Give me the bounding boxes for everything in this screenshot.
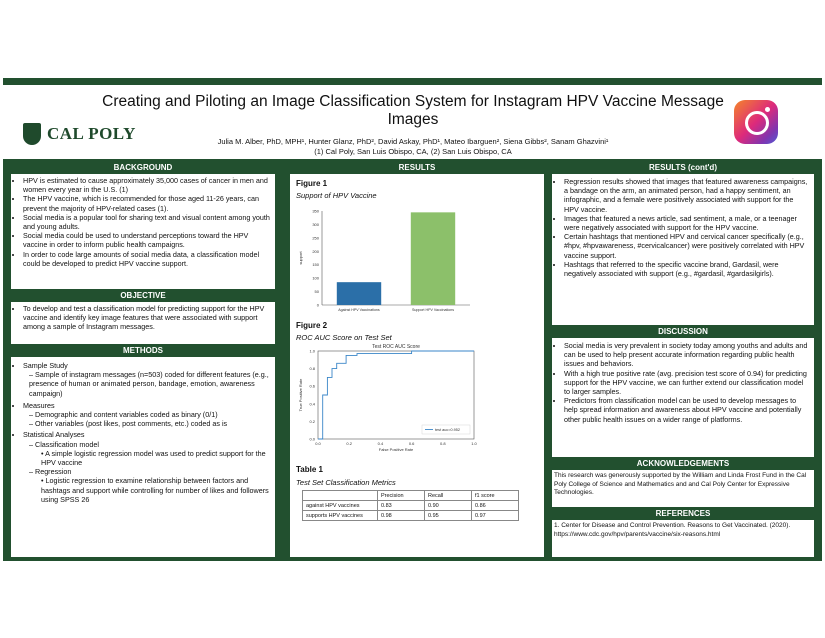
poster-header	[3, 85, 822, 159]
methods-subitem: – Demographic and content variables coded as binary (0/1)	[29, 410, 218, 420]
poster	[3, 78, 822, 561]
y-tick-label: 1.0	[309, 348, 315, 354]
instagram-icon	[734, 100, 778, 144]
table-row	[303, 501, 519, 511]
x-tick-label: 0.6	[408, 441, 415, 446]
references-header: REFERENCES	[552, 507, 814, 520]
x-tick-label: 0.2	[346, 441, 352, 446]
x-tick-label: Support HPV Vaccinations	[411, 308, 455, 312]
methods-item: • Measures	[23, 401, 273, 410]
roc-chart	[294, 343, 494, 461]
methods-header: METHODS	[11, 344, 275, 357]
figure1-label: Figure 1	[296, 179, 328, 188]
methods-subsubitem: • Logistic regression to examine relationship between factors and hashtags and support while controlling for number of likes and followers using SPSS 26	[41, 476, 269, 504]
discussion-header: DISCUSSION	[552, 325, 814, 338]
table-header-cell: f1 score	[472, 491, 519, 501]
y-tick-label: 0.4	[309, 401, 315, 407]
table-header-cell: Recall	[425, 491, 472, 501]
results-cont-header: RESULTS (cont'd)	[552, 161, 814, 174]
acknowledgements-text: This research was generously supported by the William and Linda Frost Fund in the Cal Poly College of Science and Mathematics and and Cal Poly Center for Expressive Technologies.	[554, 472, 807, 496]
y-tick-label: 0.0	[309, 436, 315, 442]
methods-section	[13, 361, 273, 504]
results-item: • Regression results showed that images that featured awareness campaigns, a bandage on the arm, an animated person, had a happy sentiment, an infographic, and a female were positively associated with support for the HPV vaccine.	[564, 177, 810, 214]
roc-title: Test ROC AUC Score	[372, 344, 420, 350]
y-tick-label: 50	[314, 289, 319, 295]
y-tick-label: 350	[312, 208, 319, 214]
table1-caption: Test Set Classification Metrics	[296, 478, 396, 487]
metrics-table	[302, 490, 519, 521]
table-cell: 0.97	[472, 511, 519, 521]
results-cont-section	[554, 177, 810, 278]
results-header: RESULTS	[290, 161, 544, 174]
y-axis-label: True Positive Rate	[298, 378, 303, 412]
table-cell: 0.83	[378, 501, 425, 511]
bar	[337, 282, 381, 305]
column-right	[552, 161, 814, 557]
x-tick-label: 1.0	[471, 441, 477, 446]
discussion-section	[554, 341, 810, 424]
background-item: • HPV is estimated to cause approximately 35,000 cases of cancer in men and women every year in the U.S. (1)	[23, 176, 273, 194]
bar	[411, 212, 455, 305]
references-text: 1. Center for Disease and Control Prevention. Reasons to Get Vaccinated. (2020). https://www.cdc.gov/hpv/parents/vaccine/six-reasons.html	[554, 522, 791, 538]
shield-icon	[23, 123, 41, 145]
column-left	[11, 161, 275, 557]
table-cell: against HPV vaccines	[303, 501, 378, 511]
objective-header: OBJECTIVE	[11, 289, 275, 302]
methods-subitem: – Sample of instagram messages (n=503) coded for different features (e.g., presence of human or animated person, bandage, emotion, awareness campaign)	[29, 370, 269, 398]
y-tick-label: 0.2	[309, 418, 315, 424]
objective-section	[13, 304, 273, 332]
legend-label: test auc=0.952	[435, 428, 461, 432]
x-tick-label: 0.8	[440, 441, 446, 446]
y-tick-label: 100	[312, 275, 319, 281]
x-tick-label: Against HPV Vaccinations	[338, 308, 380, 312]
methods-subsubitem: • A simple logistic regression model was used to predict support for the HPV vaccine	[41, 448, 266, 468]
background-section	[13, 176, 273, 268]
table-cell: 0.95	[425, 511, 472, 521]
y-tick-label: 150	[312, 262, 319, 268]
figure1-caption: Support of HPV Vaccine	[296, 191, 377, 200]
figure2-label: Figure 2	[296, 321, 328, 330]
results-item: • Images that featured a news article, sad sentiment, a male, or a teenager were negatively associated with support for the HPV vaccine.	[564, 214, 810, 232]
background-item: • Social media could be used to understand perceptions toward the HPV vaccine in order to inform public health campaigns.	[23, 231, 273, 249]
poster-title: Creating and Piloting an Image Classification System for Instagram HPV Vaccine Message Images	[102, 93, 724, 128]
bar-chart	[294, 205, 474, 317]
y-tick-label: 0.6	[309, 383, 315, 389]
table-cell: 0.98	[378, 511, 425, 521]
acknowledgements-header: ACKNOWLEDGEMENTS	[552, 457, 814, 470]
y-tick-label: 200	[312, 248, 319, 254]
methods-item: • Sample Study	[23, 361, 273, 370]
table1-label: Table 1	[296, 465, 323, 474]
x-tick-label: 0.4	[377, 441, 384, 446]
table-row	[303, 511, 519, 521]
methods-subitem: – Classification model	[29, 439, 99, 449]
column-middle	[290, 161, 544, 557]
figure2-caption: ROC AUC Score on Test Set	[296, 333, 392, 342]
y-axis-label: support	[298, 251, 303, 265]
y-tick-label: 250	[312, 235, 319, 241]
discussion-item: • Social media is very prevalent in society today among youths and adults and can be used to help present accurate information regarding public health issues and behaviors.	[564, 341, 810, 369]
methods-subitem: – Regression	[29, 467, 72, 477]
background-item: • In order to code large amounts of social media data, a classification model could be developed to predict HPV vaccine support.	[23, 250, 273, 268]
discussion-item: • Predictors from classification model can be used to develop messages to help spread information and awareness about HPV vaccine and potentially other public health issues on a wider range of platforms.	[564, 396, 810, 424]
x-tick-label: 0.0	[315, 441, 321, 446]
background-item: • The HPV vaccine, which is recommended for those aged 11-26 years, can prevent the majority of HPV-related cases (1).	[23, 194, 273, 212]
authors-names: Julia M. Alber, PhD, MPH¹, Hunter Glanz, PhD², David Askay, PhD¹, Mateo Ibarguen², Siena Gibbs², Sanam Ghazvini¹	[217, 137, 609, 146]
y-tick-label: 0	[316, 302, 319, 308]
table-header-cell: Precision	[378, 491, 425, 501]
table-header-row	[303, 491, 519, 501]
y-tick-label: 300	[312, 221, 319, 227]
discussion-item: • With a high true positive rate (avg. precision test score of 0.94) for predicting support for the HPV vaccine, we can further extend our classification model to larger samples.	[564, 369, 810, 397]
background-item: • Social media is a popular tool for sharing text and visual content among youth and young adults.	[23, 213, 273, 231]
background-header: BACKGROUND	[11, 161, 275, 174]
authors-affiliations: (1) Cal Poly, San Luis Obispo, CA, (2) San Luis Obispo, CA	[314, 147, 512, 156]
results-item: • Hashtags that referred to the specific vaccine brand, Gardasil, were negatively associated with support (e.g., #gardasil, #gardasilgirls).	[564, 260, 810, 278]
authors	[153, 137, 673, 157]
objective-item: • To develop and test a classification model for predicting support for the HPV vaccine and identify key image features that were associated with support among a sample of Instagram messages.	[23, 304, 273, 332]
results-item: • Certain hashtags that mentioned HPV and cervical cancer specifically (e.g., #hpv, #hpvawareness, #cervicalcancer) were positively correlated with HPV vaccine support.	[564, 232, 810, 260]
table-cell: 0.90	[425, 501, 472, 511]
methods-subitem: – Other variables (post likes, post comments, etc.) coded as is	[29, 419, 228, 429]
x-axis-label: False Positive Rate	[378, 447, 414, 452]
table-cell: 0.86	[472, 501, 519, 511]
logo-text: CAL POLY	[47, 124, 136, 143]
table-cell: supports HPV vaccines	[303, 511, 378, 521]
table-header-cell	[303, 491, 378, 501]
methods-item: • Statistical Analyses	[23, 430, 273, 439]
y-tick-label: 0.8	[309, 366, 315, 372]
